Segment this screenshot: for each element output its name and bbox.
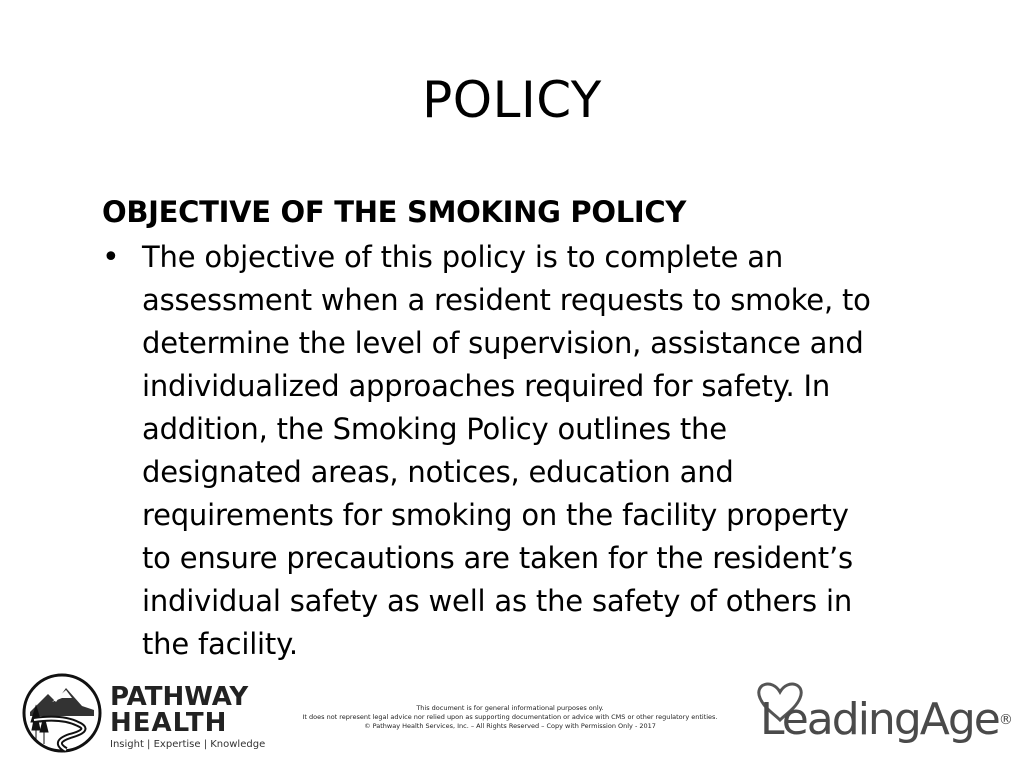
disclaimer-line: © Pathway Health Services, Inc. – All Rights Reserved – Copy with Permission Only - 2017 (364, 722, 656, 730)
leadingage-logo (760, 694, 1013, 746)
bullet-line: determine the level of supervision, assistance and (142, 326, 864, 360)
pathway-logo-line1: PATHWAY (110, 682, 249, 712)
bullet-line: addition, the Smoking Policy outlines the (142, 412, 727, 446)
slide-title: POLICY (422, 71, 602, 129)
bullet-line: assessment when a resident requests to smoke, to (142, 283, 871, 317)
bullet-line: The objective of this policy is to complete an (142, 240, 784, 274)
bullet-line: designated areas, notices, education and (142, 455, 734, 489)
bullet-line: the facility. (142, 627, 298, 661)
slide-content (102, 192, 982, 666)
registered-mark: ® (998, 712, 1013, 728)
pathway-logo-tagline: Insight | Expertise | Knowledge (110, 739, 266, 750)
bullet-line: requirements for smoking on the facility property (142, 498, 849, 532)
bullet-text (142, 236, 982, 666)
bullet-line: to ensure precautions are taken for the resident’s (142, 541, 853, 575)
bullet-line: individual safety as well as the safety of others in (142, 584, 853, 618)
pathway-health-logo (110, 684, 265, 752)
pathway-logo-line2: HEALTH (110, 708, 228, 738)
bullet-item (102, 236, 982, 666)
leadingage-logo-text: LeadingAge (760, 694, 999, 745)
bullet-line: individualized approaches required for safety. In (142, 369, 831, 403)
section-subheading: OBJECTIVE OF THE SMOKING POLICY (102, 195, 687, 229)
disclaimer-line: This document is for general informational purposes only. (416, 704, 604, 712)
disclaimer-line: It does not represent legal advice nor relied upon as supporting documentation or advice with CMS or other regulatory entities. (302, 713, 718, 721)
footer-disclaimer (300, 704, 720, 731)
bullet-marker: • (102, 240, 120, 275)
